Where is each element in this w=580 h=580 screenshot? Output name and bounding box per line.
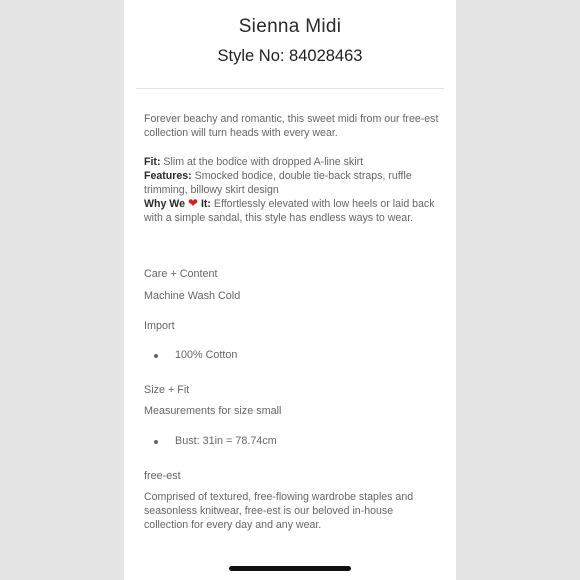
left-backdrop bbox=[0, 0, 124, 580]
why-text: Effortlessly elevated with low heels or laid back with a simple sandal, this style has endless ways to wear. bbox=[144, 198, 435, 224]
header-divider bbox=[136, 88, 444, 89]
why-label bbox=[144, 198, 211, 210]
style-number: Style No: 84028463 bbox=[217, 47, 363, 65]
measurements-label: Measurements for size small bbox=[144, 405, 282, 417]
product-intro: Forever beachy and romantic, this sweet midi from our free-est collection will turn heads with every wear. bbox=[144, 113, 439, 139]
features-label: Features: bbox=[144, 170, 192, 182]
features-line bbox=[144, 170, 412, 196]
product-title: Sienna Midi bbox=[238, 16, 342, 37]
origin-label: Import bbox=[144, 320, 175, 332]
features-text: Smocked bodice, double tie-back straps, ruffle trimming, billowy skirt design bbox=[144, 170, 412, 196]
fit-line bbox=[144, 156, 363, 168]
right-backdrop bbox=[456, 0, 580, 580]
fit-text: Slim at the bodice with dropped A-line skirt bbox=[160, 156, 364, 168]
fit-label: Fit: bbox=[144, 156, 161, 168]
product-detail-page[interactable] bbox=[124, 0, 456, 580]
bullet-icon bbox=[154, 440, 158, 444]
material-text: 100% Cotton bbox=[175, 349, 238, 361]
home-indicator[interactable] bbox=[229, 566, 351, 571]
product-details bbox=[144, 155, 440, 225]
why-line bbox=[144, 198, 435, 224]
brand-heading: free-est bbox=[144, 470, 181, 482]
heart-icon: ❤ bbox=[187, 196, 199, 210]
why-label-pre: Why We bbox=[144, 198, 188, 210]
size-fit-heading: Size + Fit bbox=[144, 384, 190, 396]
bullet-icon bbox=[154, 354, 158, 358]
wash-instructions: Machine Wash Cold bbox=[144, 290, 241, 302]
brand-description: Comprised of textured, free-flowing wardrobe staples and seasonless knitwear, free-est is our beloved in-house collection for every day and any wear. bbox=[144, 491, 414, 531]
care-content-heading: Care + Content bbox=[144, 268, 218, 280]
measurement-text: Bust: 31in = 78.74cm bbox=[175, 435, 277, 447]
why-label-post: It: bbox=[198, 198, 211, 210]
